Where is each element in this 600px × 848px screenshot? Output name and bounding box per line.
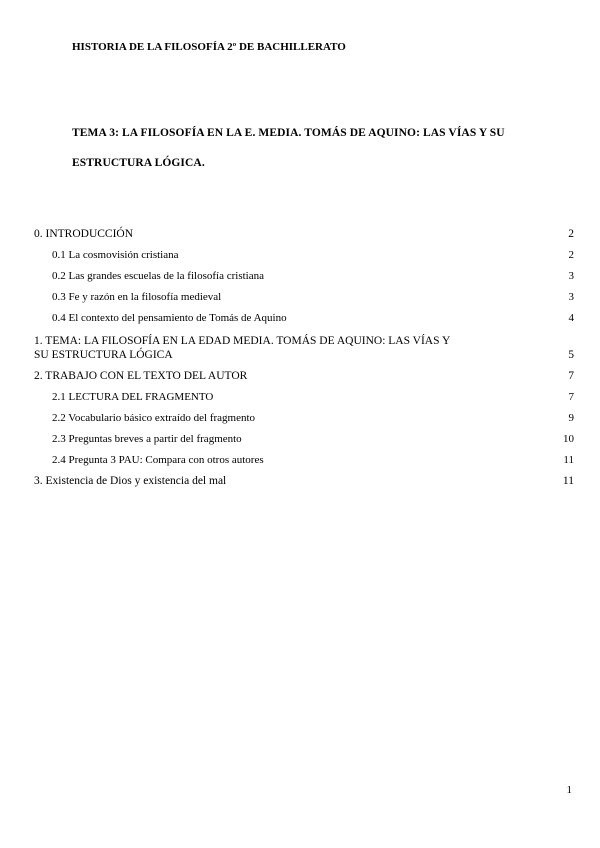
toc-entry-3[interactable] (34, 467, 574, 488)
toc-entry-page: 11 (562, 475, 574, 487)
toc-entry-0[interactable] (34, 220, 574, 241)
toc-entry-page: 7 (568, 391, 574, 403)
toc-entry-2-4[interactable] (52, 446, 574, 467)
toc-entry-page: 3 (568, 291, 574, 303)
document-header: HISTORIA DE LA FILOSOFÍA 2º DE BACHILLERATO (72, 41, 346, 53)
toc-entry-label: 3. Existencia de Dios y existencia del mal (34, 475, 227, 487)
toc-entry-label: 2. TRABAJO CON EL TEXTO DEL AUTOR (34, 370, 248, 382)
toc-entry-label: 0.3 Fe y razón en la filosofía medieval (52, 291, 222, 303)
toc-entry-page: 4 (568, 312, 574, 324)
toc-entry-page: 2 (568, 249, 574, 261)
toc-entry-label: 0.2 Las grandes escuelas de la filosofía cristiana (52, 270, 264, 282)
toc-entry-label: 0. INTRODUCCIÓN (34, 228, 134, 240)
page-number: 1 (566, 784, 572, 796)
toc-entry-0-2[interactable] (52, 262, 574, 283)
toc-entry-page: 3 (568, 270, 574, 282)
toc-entry-0-4[interactable] (52, 304, 574, 325)
document-title: TEMA 3: LA FILOSOFÍA EN LA E. MEDIA. TOMÁS DE AQUINO: LAS VÍAS Y SU ESTRUCTURA LÓGICA. (72, 127, 505, 169)
table-of-contents (34, 220, 574, 488)
toc-entry-label: 2.3 Preguntas breves a partir del fragmento (52, 433, 242, 445)
toc-entry-0-1[interactable] (52, 241, 574, 262)
toc-entry-page: 11 (563, 454, 574, 466)
toc-entry-2-1[interactable] (52, 383, 574, 404)
toc-entry-label: 2.1 LECTURA DEL FRAGMENTO (52, 391, 214, 403)
toc-entry-page: 7 (568, 370, 574, 382)
toc-entry-page: 9 (568, 412, 574, 424)
toc-entry-page: 10 (563, 433, 574, 445)
toc-entry-label: 2.4 Pregunta 3 PAU: Compara con otros autores (52, 454, 264, 466)
toc-entry-2-2[interactable] (52, 404, 574, 425)
toc-entry-label: 1. TEMA: LA FILOSOFÍA EN LA EDAD MEDIA. TOMÁS DE AQUINO: LAS VÍAS Y SU ESTRUCTURA LÓGICA (34, 335, 450, 361)
toc-entry-label: 0.4 El contexto del pensamiento de Tomás de Aquino (52, 312, 287, 324)
toc-entry-2[interactable] (34, 362, 574, 383)
toc-entry-page: 5 (568, 349, 574, 361)
toc-entry-0-3[interactable] (52, 283, 574, 304)
toc-entry-page: 2 (568, 228, 574, 240)
toc-entry-label: 2.2 Vocabulario básico extraído del fragmento (52, 412, 256, 424)
toc-entry-1[interactable] (34, 325, 574, 362)
toc-entry-2-3[interactable] (52, 425, 574, 446)
toc-entry-label: 0.1 La cosmovisión cristiana (52, 249, 179, 261)
